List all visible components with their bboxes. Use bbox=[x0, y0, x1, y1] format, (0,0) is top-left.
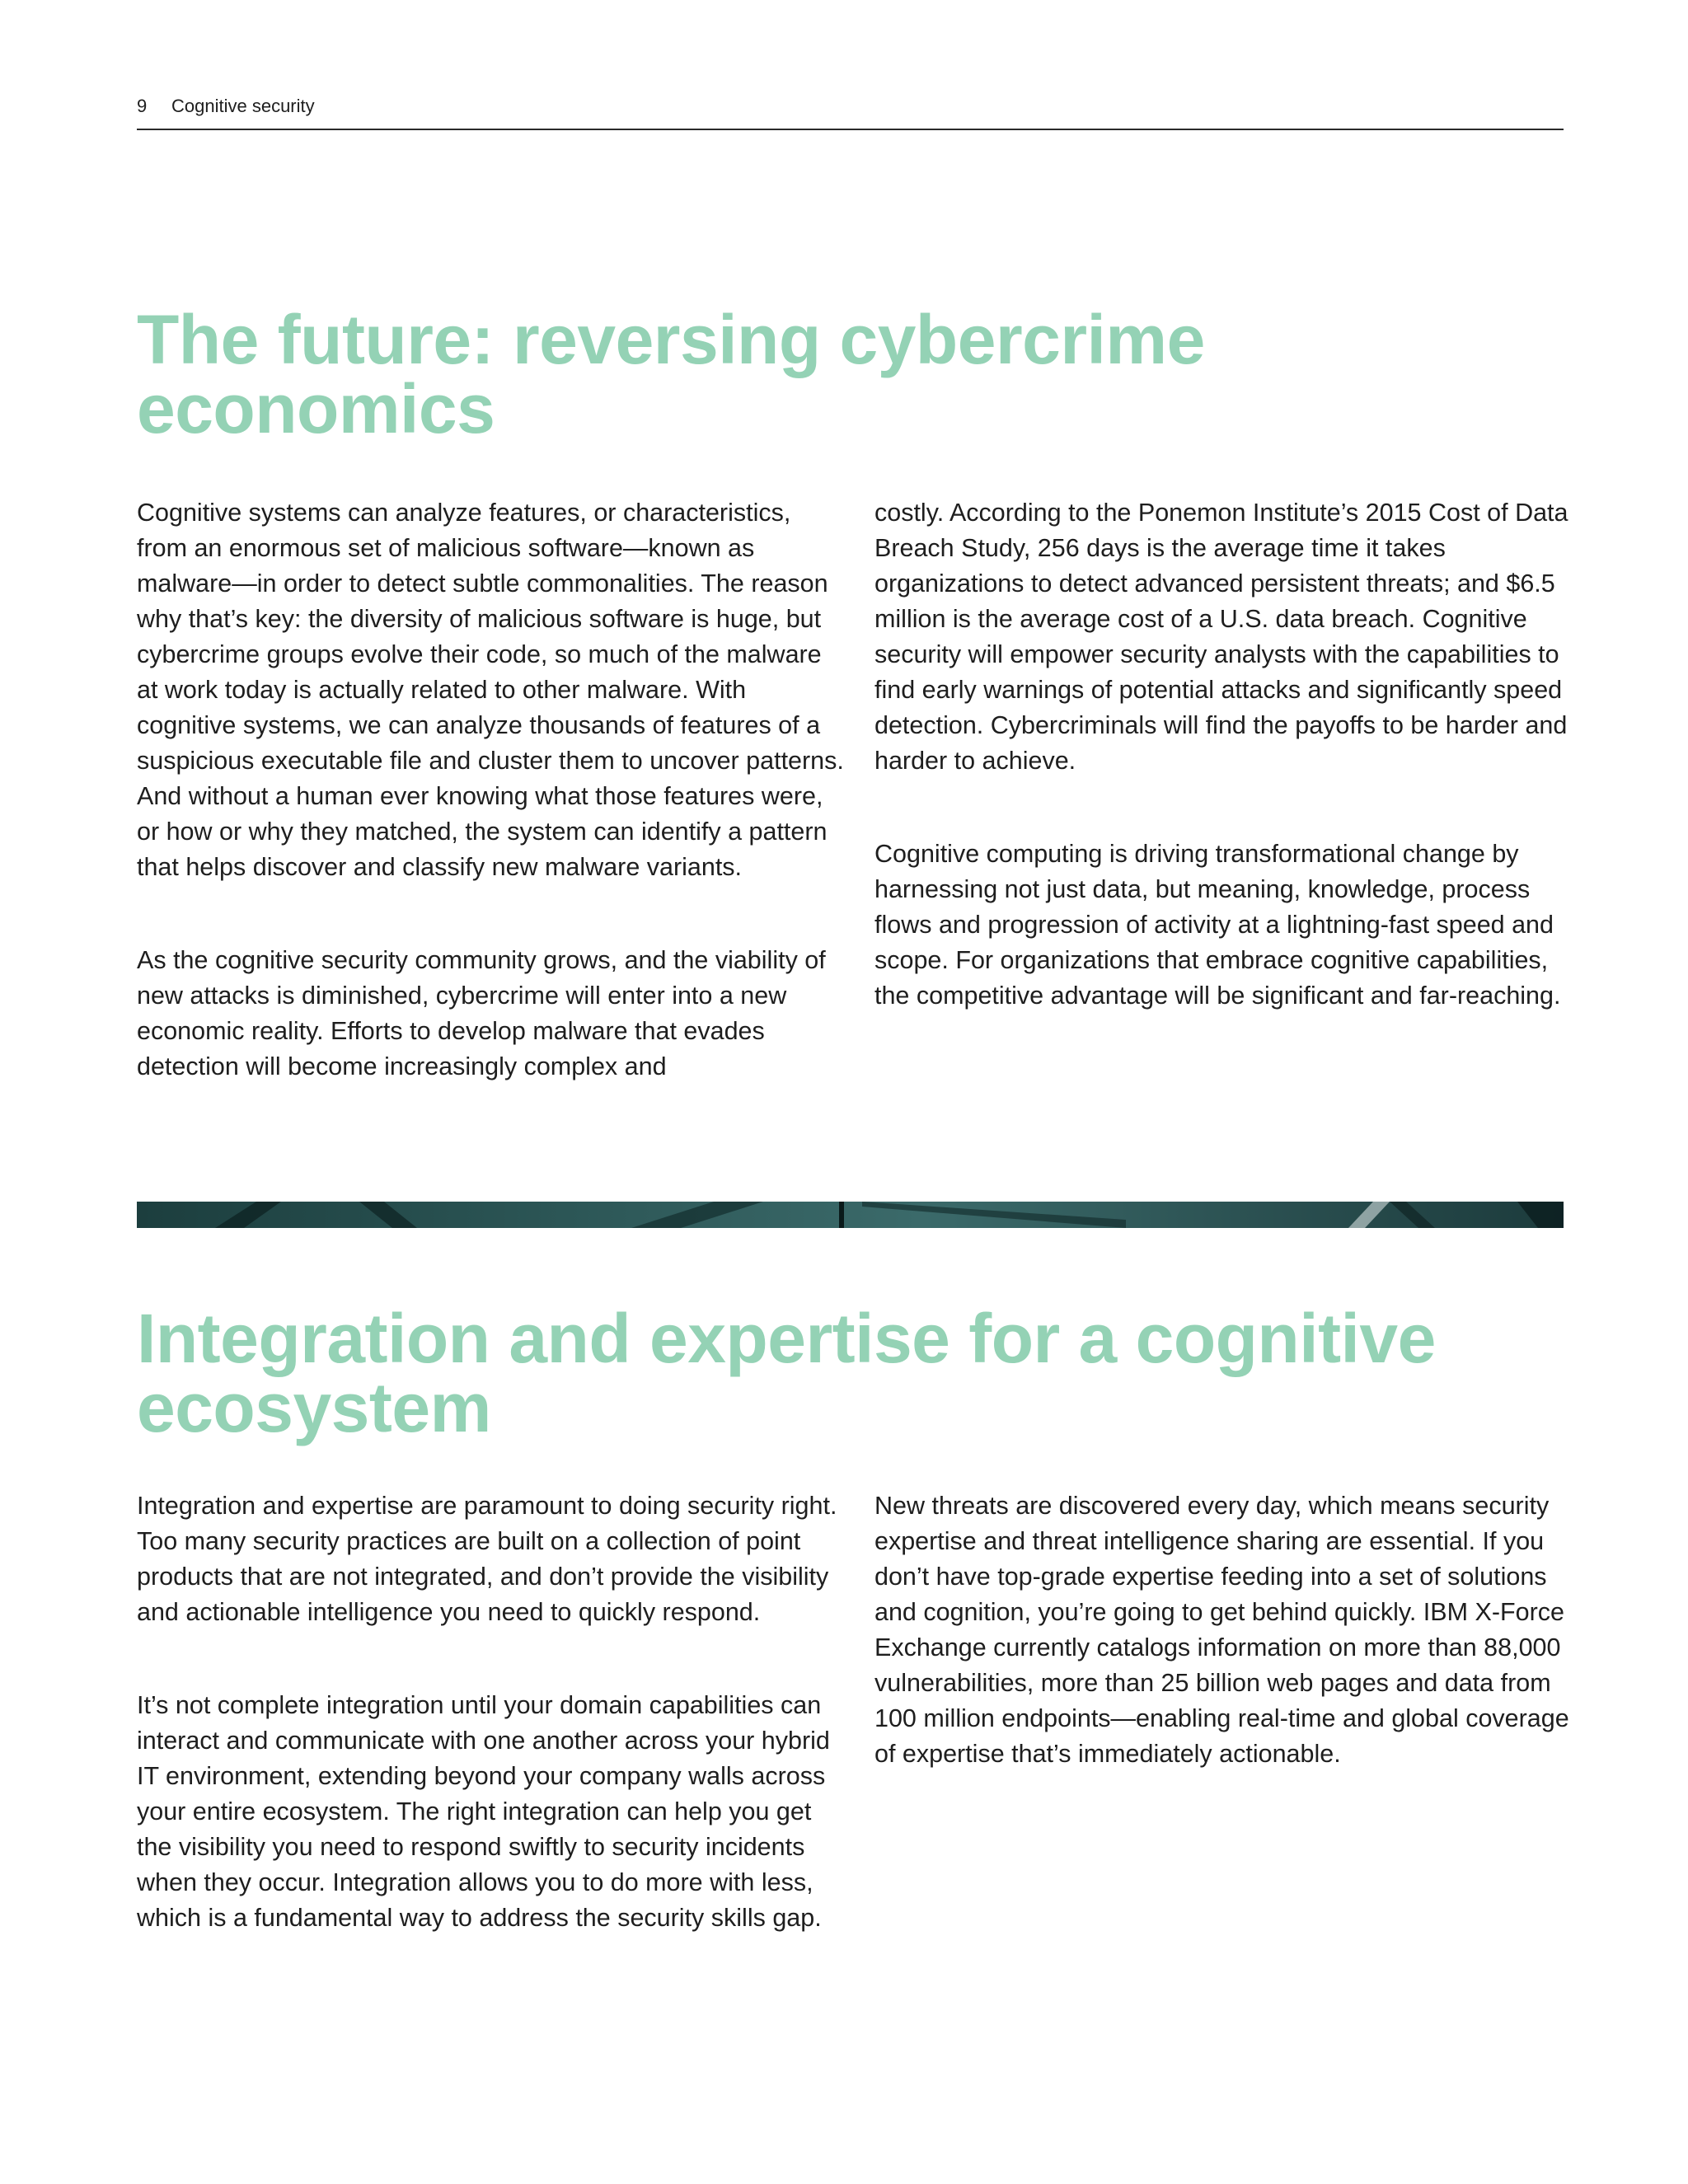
section1-left-column bbox=[137, 495, 846, 1085]
heading-line-2: economics bbox=[137, 370, 495, 448]
paragraph: It’s not complete integration until your domain capabilities can interact and communicate with one another across your hybrid IT environment, extending beyond your company walls across your entire ecosystem. The right integration can help you get the visibility you need to respond swiftly to security incidents when they occur. Integration allows you to do more with less, which is a fundamental way to address the security skills gap. bbox=[137, 1691, 830, 1932]
paragraph: Cognitive computing is driving transformational change by harnessing not just data, but meaning, knowledge, process flows and progression of activity at a lightning-fast speed and scope. For organizations that embrace cognitive capabilities, the competitive advantage will be significant and far-reaching. bbox=[874, 840, 1561, 1010]
paragraph: As the cognitive security community grows, and the viability of new attacks is diminished, cybercrime will enter into a new economic reality. Efforts to develop malware that evades detection will become increasingly complex and bbox=[137, 946, 826, 1080]
heading-line-1: The future: reversing cybercrime bbox=[137, 301, 1205, 378]
page-header bbox=[137, 92, 1564, 130]
page-number: 9 bbox=[137, 96, 148, 116]
heading-line-2: ecosystem bbox=[137, 1369, 491, 1446]
section-heading-future bbox=[137, 301, 1205, 448]
paragraph: costly. According to the Ponemon Institute’s 2015 Cost of Data Breach Study, 256 days is the average time it takes organizations to detect advanced persistent threats; and $6.5 million is the average cost of a U.S. data breach. Cognitive security will empower security analysts with the capabilities to find early warnings of potential attacks and significantly speed detection. Cybercriminals will find the payoffs to be harder and harder to achieve. bbox=[874, 499, 1568, 775]
section1-right-column bbox=[874, 495, 1575, 1014]
paragraph: New threats are discovered every day, which means security expertise and threat intelligence sharing are essential. If you don’t have top-grade expertise feeding into a set of solutions and cognition, you’re going to get behind quickly. IBM X-Force Exchange currently catalogs information on more than 88,000 vulnerabilities, more than 25 billion web pages and data from 100 million endpoints—enabling real-time and global coverage of expertise that’s immediately actionable. bbox=[874, 1492, 1569, 1768]
heading-line-1: Integration and expertise for a cognitive bbox=[137, 1300, 1436, 1377]
section2-right-column bbox=[874, 1488, 1575, 1772]
section-heading-integration bbox=[137, 1300, 1436, 1446]
section2-left-column bbox=[137, 1488, 846, 1936]
running-title: Cognitive security bbox=[171, 96, 315, 116]
paragraph: Cognitive systems can analyze features, or characteristics, from an enormous set of malicious software—known as malware—in order to detect subtle commonalities. The reason why that’s key: the diversity of malicious software is huge, but cybercrime groups evolve their code, so much of the malware at work today is actually related to other malware. With cognitive systems, we can analyze thousands of features of a suspicious executable file and cluster them to uncover patterns. And without a human ever knowing what those features were, or how or why they matched, the system can identify a pattern that helps discover and classify new malware variants. bbox=[137, 499, 844, 881]
banner-geometry bbox=[137, 1202, 1564, 1228]
decorative-banner-image bbox=[137, 1202, 1564, 1228]
paragraph: Integration and expertise are paramount to doing security right. Too many security practices are built on a collection of point products that are not integrated, and don’t provide the visibility and actionable intelligence you need to quickly respond. bbox=[137, 1492, 837, 1626]
